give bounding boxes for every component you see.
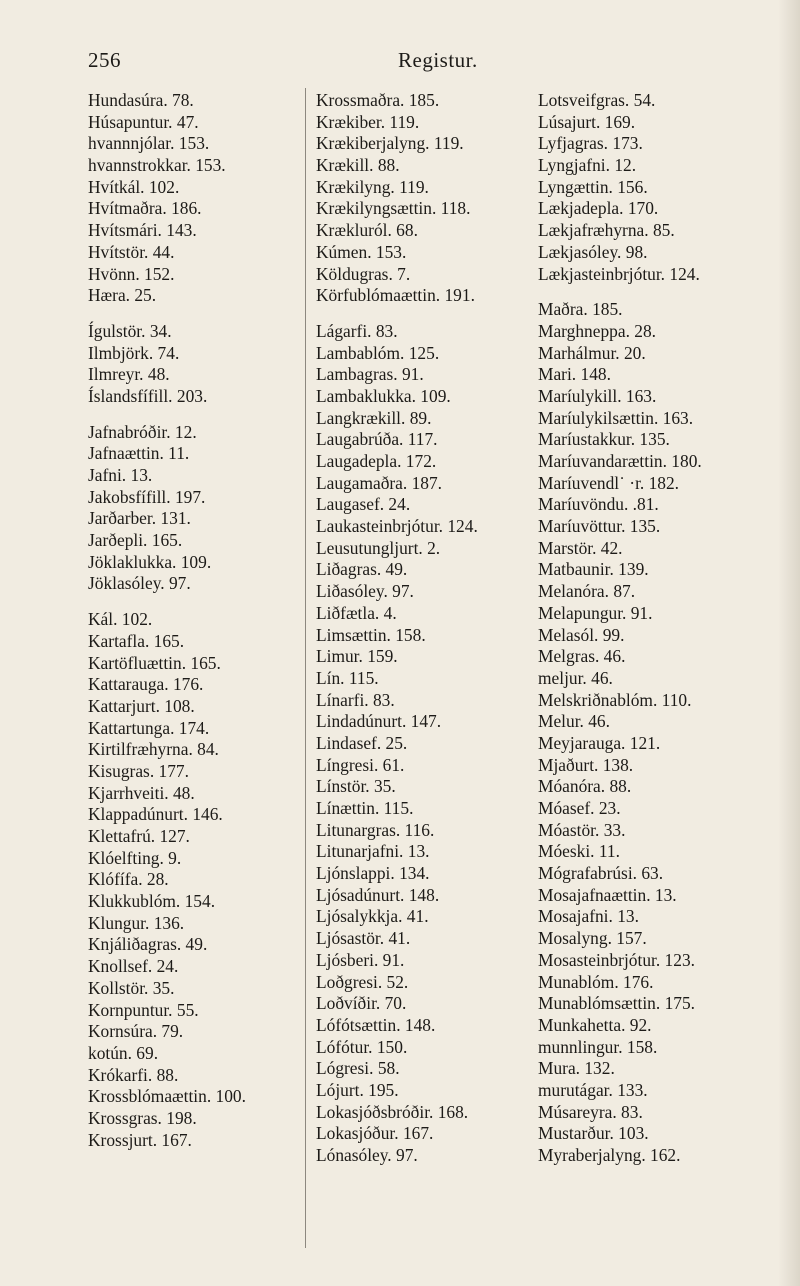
index-entry: Hvítstör. 44. (88, 241, 175, 262)
index-entry: Maríuvandarættin. 180. (538, 451, 702, 471)
index-entry: Mjaðurt. 138. (538, 754, 634, 775)
index-entry: Krækiberjalyng. 119. (316, 133, 464, 154)
index-entry: Lófótsættin. 148. (316, 1014, 436, 1035)
index-entry: Maríuvendl˙ ·r. 182. (538, 472, 680, 493)
letter-group-gap (88, 307, 318, 321)
index-entry: Lónasóley. 97. (316, 1145, 418, 1165)
index-entry: Hæra. 25. (88, 285, 157, 306)
index-entry: Lækjafræhyrna. 85. (538, 220, 675, 241)
index-entry: Línættin. 115. (316, 798, 414, 818)
index-entry: Kál. 102. (88, 609, 153, 630)
index-entry: Maríuvöttur. 135. (538, 516, 661, 537)
index-entry: Jafni. 13. (88, 465, 153, 485)
index-entry: Laugamaðra. 187. (316, 472, 443, 493)
index-entry: Ljósalykkja. 41. (316, 906, 429, 927)
index-entry: Meyjarauga. 121. (538, 732, 661, 753)
index-entry: Klettafrú. 127. (88, 826, 190, 846)
index-entry: Krækluról. 68. (316, 220, 418, 241)
index-entry: Liðasóley. 97. (316, 581, 414, 602)
index-entry: Jöklaklukka. 109. (88, 551, 212, 572)
index-entry: Mosajafnaættin. 13. (538, 884, 677, 905)
index-entry: Ljósadúnurt. 148. (316, 884, 440, 905)
index-entry: Mosalyng. 157. (538, 928, 647, 949)
index-entry: Munablóm. 176. (538, 971, 654, 992)
index-entry: Lindadúnurt. 147. (316, 711, 442, 732)
index-entry: Loðgresi. 52. (316, 971, 409, 992)
index-entry: Litunarjafni. 13. (316, 841, 430, 862)
page-edge-shadow (778, 0, 800, 1286)
index-entry: Melanóra. 87. (538, 581, 636, 602)
index-entry: Móeski. 11. (538, 841, 620, 862)
index-entry: Kartöfluættin. 165. (88, 652, 221, 673)
index-entry: Mari. 148. (538, 364, 611, 385)
index-entry: Kattarjurt. 108. (88, 695, 195, 716)
index-entry: Maríulykilsættin. 163. (538, 407, 694, 428)
index-entry: Kirtilfræhyrna. 84. (88, 739, 219, 760)
index-entry: Laugasef. 24. (316, 494, 411, 515)
index-entry: Limsættin. 158. (316, 624, 426, 645)
index-entry: Kornpuntur. 55. (88, 999, 199, 1020)
index-entry: Lokasjóður. 167. (316, 1123, 434, 1144)
index-entry: Lokasjóðsbróðir. 168. (316, 1101, 469, 1122)
index-entry: Matbaunir. 139. (538, 559, 649, 580)
index-entry: Liðagras. 49. (316, 559, 408, 580)
index-entry: Kisugras. 177. (88, 760, 189, 781)
index-entry: Hvítmaðra. 186. (88, 198, 202, 219)
index-entry: munnlingur. 158. (538, 1036, 658, 1057)
index-entry: Lyngjafni. 12. (538, 155, 637, 176)
index-entry: Ljósastör. 41. (316, 928, 411, 949)
index-entry: Hvönn. 152. (88, 263, 175, 284)
running-title: Registur. (398, 48, 478, 72)
index-entry: Melgras. 46. (538, 646, 626, 667)
index-entry: kotún. 69. (88, 1042, 159, 1063)
index-entry: Munablómsættin. 175. (538, 993, 696, 1014)
index-entry: Maríuvöndu. .81. (538, 494, 659, 515)
index-entry: Marstör. 42. (538, 537, 623, 558)
index-entry: Lambagras. 91. (316, 364, 424, 385)
index-column-1 (88, 90, 318, 1151)
index-entry: Klappadúnurt. 146. (88, 804, 223, 825)
index-entry: Ljósberi. 91. (316, 949, 405, 970)
index-entry: Lotsveifgras. 54. (538, 90, 656, 110)
index-entry: Kornsúra. 79. (88, 1021, 184, 1042)
index-entry: Klukkublóm. 154. (88, 891, 216, 912)
index-entry: Laugabrúða. 117. (316, 429, 438, 450)
index-entry: Maríulykill. 163. (538, 385, 657, 406)
index-entry: Myraberjalyng. 162. (538, 1145, 681, 1165)
index-entry: Melskriðnablóm. 110. (538, 689, 692, 710)
index-entry: Hvítsmári. 143. (88, 220, 197, 241)
index-entry: Lyngættin. 156. (538, 176, 648, 197)
index-entry: Jöklasóley. 97. (88, 573, 191, 594)
index-entry: Mura. 132. (538, 1058, 615, 1079)
index-entry: Krækill. 88. (316, 155, 400, 176)
index-column-3 (538, 90, 768, 1167)
index-column-2 (316, 90, 546, 1167)
index-entry: Húsapuntur. 47. (88, 111, 199, 132)
index-entry: Krækilyngsættin. 118. (316, 198, 471, 219)
index-entry: Ilmbjörk. 74. (88, 342, 180, 363)
index-entry: Móanóra. 88. (538, 776, 632, 797)
index-entry: Lyfjagras. 173. (538, 133, 643, 154)
index-entry: Körfublómaættin. 191. (316, 285, 475, 306)
index-entry: Krossgras. 198. (88, 1107, 197, 1128)
index-entry: Krækiber. 119. (316, 111, 420, 132)
index-entry: Knollsef. 24. (88, 956, 179, 977)
index-entry: Lambablóm. 125. (316, 342, 440, 363)
index-entry: Munkahetta. 92. (538, 1014, 652, 1035)
index-entry: Klófífa. 28. (88, 869, 169, 890)
page-number: 256 (88, 48, 121, 72)
index-entry: Lín. 115. (316, 667, 379, 688)
index-entry: Lindasef. 25. (316, 732, 408, 753)
index-entry: Jafnabróðir. 12. (88, 421, 197, 442)
index-entry: Mustarður. 103. (538, 1123, 649, 1144)
index-entry: Hvítkál. 102. (88, 176, 180, 197)
index-entry: Krókarfi. 88. (88, 1064, 179, 1085)
index-entry: Leusutungljurt. 2. (316, 537, 441, 558)
index-entry: Krossblómaættin. 100. (88, 1086, 246, 1107)
index-entry: Mosasteinbrjótur. 123. (538, 949, 695, 970)
index-entry: Lófótur. 150. (316, 1036, 408, 1057)
index-entry: hvannstrokkar. 153. (88, 155, 226, 176)
index-entry: meljur. 46. (538, 667, 613, 688)
index-entry: Lógresi. 58. (316, 1058, 400, 1079)
index-entry: Mosajafni. 13. (538, 906, 639, 927)
index-entry: Melur. 46. (538, 711, 610, 732)
letter-group-gap (88, 408, 318, 422)
index-entry: Mógrafabrúsi. 63. (538, 863, 664, 884)
index-entry: Lækjasóley. 98. (538, 241, 648, 262)
index-entry: Litunargras. 116. (316, 819, 435, 840)
index-entry: Krossjurt. 167. (88, 1129, 192, 1150)
index-entry: murutágar. 133. (538, 1079, 648, 1100)
index-entry: Loðvíðir. 70. (316, 993, 407, 1014)
index-entry: Laukasteinbrjótur. 124. (316, 516, 478, 537)
letter-group-gap (88, 595, 318, 609)
index-entry: Klóelfting. 9. (88, 847, 182, 868)
index-entry: Liðfætla. 4. (316, 602, 397, 623)
index-entry: Lójurt. 195. (316, 1079, 399, 1100)
index-entry: Língresi. 61. (316, 754, 405, 775)
index-entry: Kúmen. 153. (316, 241, 407, 262)
index-entry: Móasef. 23. (538, 798, 621, 818)
index-entry: Kollstör. 35. (88, 977, 175, 998)
index-entry: Ilmreyr. 48. (88, 364, 170, 385)
index-entry: Jarðarber. 131. (88, 508, 191, 529)
index-entry: Lágarfi. 83. (316, 320, 398, 341)
index-entry: Jafnaættin. 11. (88, 443, 190, 464)
letter-group-gap (316, 307, 546, 321)
index-entry: Köldugras. 7. (316, 263, 411, 284)
index-entry: Maríustakkur. 135. (538, 429, 670, 450)
index-entry: Músareyra. 83. (538, 1101, 643, 1122)
index-entry: Klungur. 136. (88, 912, 185, 933)
index-entry: Laugadepla. 172. (316, 451, 437, 471)
index-entry: hvannnjólar. 153. (88, 133, 210, 154)
index-entry: Kjarrhveiti. 48. (88, 782, 195, 803)
index-entry: Lækjasteinbrjótur. 124. (538, 263, 700, 284)
index-entry: Melapungur. 91. (538, 602, 653, 623)
index-entry: Íslandsfífill. 203. (88, 385, 208, 406)
index-entry: Kattarauga. 176. (88, 674, 204, 695)
index-entry: Móastör. 33. (538, 819, 626, 840)
index-entry: Jakobsfífill. 197. (88, 486, 206, 507)
index-entry: Langkrækill. 89. (316, 407, 432, 428)
index-entry: Marghneppa. 28. (538, 320, 657, 341)
index-entry: Línarfi. 83. (316, 689, 395, 710)
page-header (88, 48, 760, 78)
index-entry: Línstör. 35. (316, 776, 396, 797)
index-entry: Jarðepli. 165. (88, 530, 183, 551)
index-entry: Marhálmur. 20. (538, 342, 646, 363)
index-entry: Limur. 159. (316, 646, 398, 667)
index-entry: Ígulstör. 34. (88, 320, 172, 341)
index-entry: Ljónslappi. 134. (316, 863, 430, 884)
index-entry: Kattartunga. 174. (88, 717, 210, 738)
index-entry: Kartafla. 165. (88, 630, 185, 651)
index-entry: Hundasúra. 78. (88, 90, 194, 110)
index-entry: Lækjadepla. 170. (538, 198, 659, 219)
index-entry: Lambaklukka. 109. (316, 385, 451, 406)
index-entry: Maðra. 185. (538, 299, 623, 320)
index-entry: Melasól. 99. (538, 624, 625, 645)
index-entry: Krossmaðra. 185. (316, 90, 440, 110)
letter-group-gap (538, 285, 768, 299)
index-entry: Lúsajurt. 169. (538, 111, 636, 132)
index-entry: Krækilyng. 119. (316, 176, 429, 197)
index-entry: Knjáliðagras. 49. (88, 934, 208, 955)
